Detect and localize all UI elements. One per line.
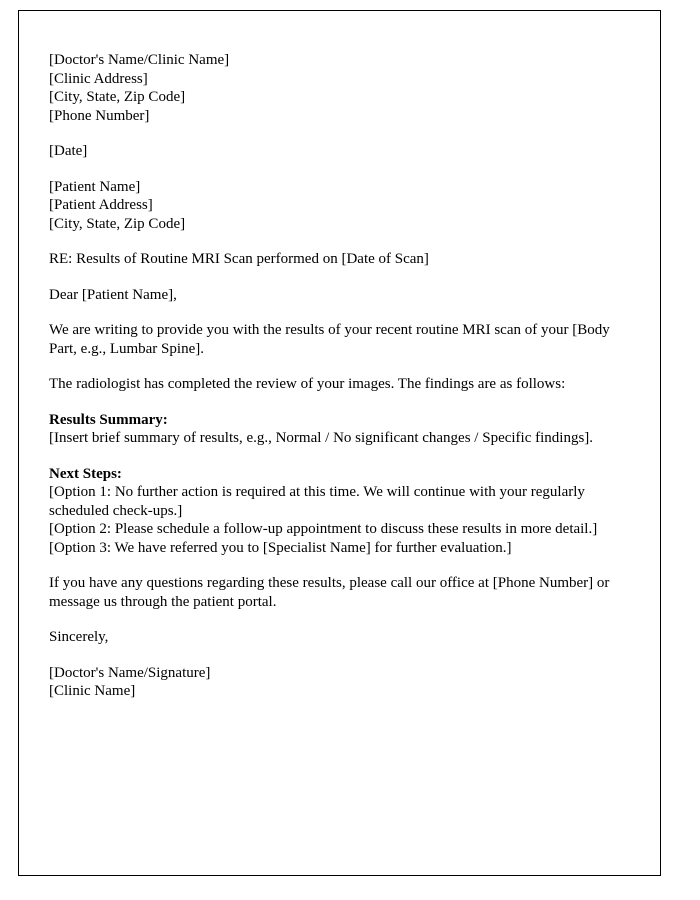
recipient-address-block — [49, 178, 630, 234]
next-steps-section — [49, 465, 630, 558]
results-summary-body: [Insert brief summary of results, e.g., Normal / No significant changes / Specific findings]. — [49, 430, 594, 446]
sender-address-line: [Clinic Address] — [49, 70, 148, 87]
letter-border-frame — [18, 10, 661, 876]
signature-name-line: [Doctor's Name/Signature] — [49, 664, 211, 681]
review-paragraph: The radiologist has completed the review of your images. The findings are as follows: — [49, 376, 566, 392]
signature-block — [49, 664, 630, 701]
salutation-line: Dear [Patient Name], — [49, 286, 177, 303]
sender-phone-line: [Phone Number] — [49, 107, 150, 124]
next-steps-option-3: [Option 3: We have referred you to [Specialist Name] for further evaluation.] — [49, 539, 512, 556]
next-steps-heading: Next Steps: — [49, 465, 122, 482]
closing-paragraph: If you have any questions regarding these results, please call our office at [Phone Number] or message us through the patient portal. — [49, 575, 610, 610]
signoff-line: Sincerely, — [49, 629, 109, 645]
intro-paragraph: We are writing to provide you with the results of your recent routine MRI scan of your [Body Part, e.g., Lumbar Spine]. — [49, 322, 610, 357]
sender-address-block — [49, 51, 630, 125]
next-steps-option-1: [Option 1: No further action is required at this time. We will continue with your regularly scheduled check-ups.] — [49, 484, 585, 519]
date-block — [49, 142, 630, 161]
recipient-city-line: [City, State, Zip Code] — [49, 215, 186, 232]
date-line: [Date] — [49, 143, 88, 159]
results-summary-heading: Results Summary: — [49, 411, 168, 428]
recipient-address-line: [Patient Address] — [49, 197, 153, 213]
subject-line: RE: Results of Routine MRI Scan performed on [Date of Scan] — [49, 251, 429, 267]
next-steps-option-2: [Option 2: Please schedule a follow-up appointment to discuss these results in more detail.] — [49, 521, 598, 537]
sender-name-line: [Doctor's Name/Clinic Name] — [49, 52, 230, 68]
signature-clinic-line: [Clinic Name] — [49, 683, 136, 699]
letter-content — [49, 51, 630, 701]
sender-city-line: [City, State, Zip Code] — [49, 89, 186, 105]
results-summary-section — [49, 411, 630, 448]
recipient-name-line: [Patient Name] — [49, 178, 141, 195]
